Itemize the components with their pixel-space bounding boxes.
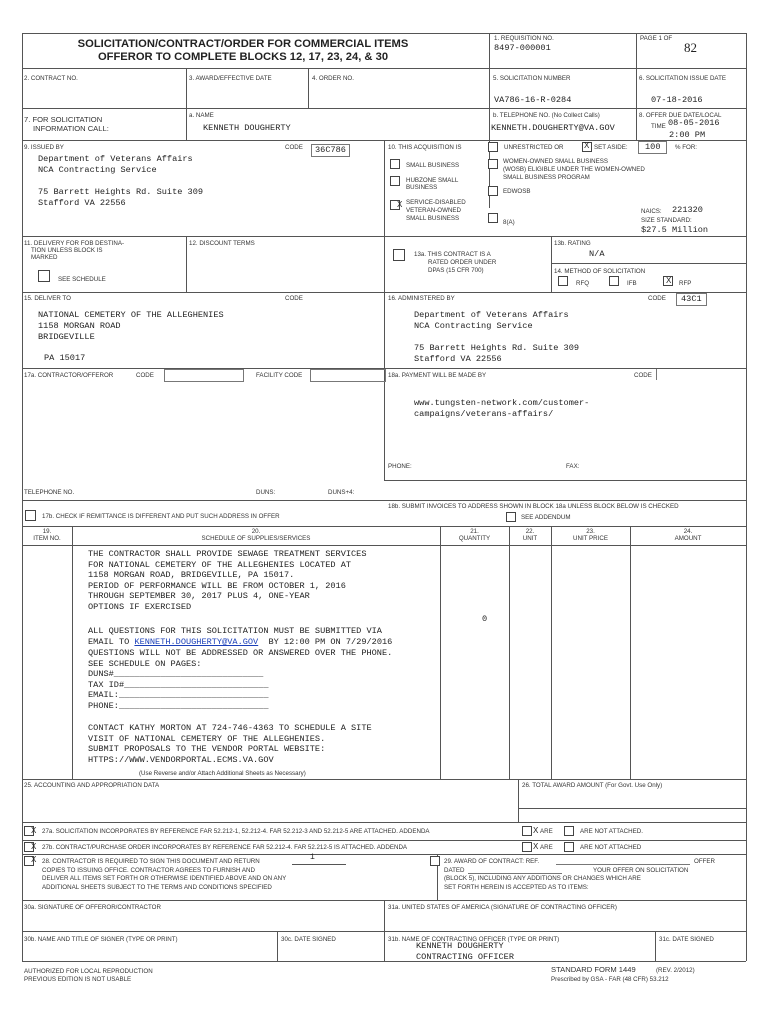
deliver-to-line-1: NATIONAL CEMETERY OF THE ALLEGHENIES bbox=[38, 310, 224, 320]
col-22-header: UNIT bbox=[522, 535, 538, 542]
offer-due-date: 08-05-2016 bbox=[668, 118, 720, 128]
rule bbox=[186, 68, 187, 108]
rated-order-label: 13a. THIS CONTRACT IS A bbox=[414, 251, 491, 258]
rule bbox=[636, 33, 637, 68]
rule bbox=[440, 526, 441, 779]
deliver-to-line-4: PA 15017 bbox=[44, 353, 86, 363]
discount-terms-label: 12. DISCOUNT TERMS bbox=[189, 240, 255, 247]
remittance-label: 17b. CHECK IF REMITTANCE IS DIFFERENT AND PUT SUCH ADDRESS IN OFFER bbox=[42, 513, 280, 520]
29-offer: OFFER bbox=[694, 858, 715, 865]
officer-name-label: 31b. NAME OF CONTRACTING OFFICER (TYPE OR PRINT) bbox=[388, 936, 560, 943]
requisition-value: 8497-000001 bbox=[494, 43, 551, 53]
28-line-3: DELIVER ALL ITEMS SET FORTH OR OTHERWISE IDENTIFIED ABOVE AND ON ANY bbox=[42, 875, 287, 882]
ifb-checkbox[interactable] bbox=[609, 276, 619, 286]
27b-are-mark: X bbox=[533, 842, 539, 851]
28-line-1: 28. CONTRACTOR IS REQUIRED TO SIGN THIS DOCUMENT AND RETURN bbox=[42, 858, 260, 865]
28-line-2: COPIES TO ISSUING OFFICE. CONTRACTOR AGREES TO FURNISH AND bbox=[42, 867, 255, 874]
rule bbox=[551, 263, 746, 264]
schedule-description-2: QUESTIONS WILL NOT BE ADDRESSED OR ANSWERED OVER THE PHONE. SEE SCHEDULE ON PAGES: DUNS#_____________________________ TAX ID#____________________________ EMAIL:_____________________________ PHONE:_____________________________ bbox=[88, 648, 393, 711]
footer-form-name: STANDARD FORM 1449 bbox=[551, 965, 636, 974]
method-label: 14. METHOD OF SOLICITATION bbox=[554, 268, 646, 275]
administered-line-1: Department of Veterans Affairs bbox=[414, 310, 569, 320]
see-addendum-checkbox[interactable] bbox=[506, 512, 516, 522]
contract-no-label: 2. CONTRACT NO. bbox=[24, 75, 78, 82]
see-schedule-checkbox[interactable] bbox=[38, 270, 50, 282]
29-ref-field[interactable] bbox=[556, 864, 690, 865]
sdvosb-label-3: SMALL BUSINESS bbox=[406, 215, 460, 222]
signer-name-label: 30b. NAME AND TITLE OF SIGNER (TYPE OR PRINT) bbox=[24, 936, 178, 943]
rule bbox=[636, 68, 637, 140]
rating-value: N/A bbox=[589, 249, 605, 259]
issued-code-label: CODE bbox=[285, 144, 303, 151]
fax-label: FAX: bbox=[566, 463, 580, 470]
deliver-to-line-2: 1158 MORGAN ROAD bbox=[38, 321, 121, 331]
rule bbox=[630, 526, 631, 779]
27a-are-label: ARE bbox=[540, 828, 553, 835]
rule bbox=[22, 961, 746, 962]
rule bbox=[22, 526, 746, 527]
rfp-label: RFP bbox=[679, 280, 692, 287]
col-21-number: 21. bbox=[470, 528, 479, 535]
telephone-label: b. TELEPHONE NO. (No Collect Calls) bbox=[493, 112, 600, 119]
contractor-code-field[interactable] bbox=[164, 369, 244, 382]
sdvosb-label-2: VETERAN-OWNED bbox=[406, 207, 462, 214]
questions-email-line bbox=[88, 637, 392, 648]
telephone-no-label: TELEPHONE NO. bbox=[24, 489, 75, 496]
27a-mark: X bbox=[31, 826, 37, 835]
rule bbox=[489, 33, 490, 68]
issued-line-4: Stafford VA 22556 bbox=[38, 198, 126, 208]
administered-code-label: CODE bbox=[648, 295, 666, 302]
rule bbox=[277, 931, 278, 961]
accounting-label: 25. ACCOUNTING AND APPROPRIATION DATA bbox=[24, 782, 160, 789]
page-count: 82 bbox=[684, 40, 697, 55]
wosb-label-2: (WOSB) ELIGIBLE UNDER THE WOMEN-OWNED bbox=[503, 166, 645, 173]
27a-not-attached-checkbox[interactable] bbox=[564, 826, 574, 836]
small-business-label: SMALL BUSINESS bbox=[406, 162, 460, 169]
29-dated: DATED bbox=[444, 867, 465, 874]
28-mark: X bbox=[31, 855, 37, 864]
payment-line-2: campaigns/veterans-affairs/ bbox=[414, 409, 554, 419]
solicitation-number-value: VA786-16-R-0284 bbox=[494, 95, 572, 105]
rated-order-checkbox[interactable] bbox=[393, 249, 405, 261]
footer-revision: (REV. 2/2012) bbox=[656, 967, 695, 974]
27a-are-mark: X bbox=[533, 826, 539, 835]
hubzone-label: HUBZONE SMALL bbox=[406, 177, 459, 184]
rule bbox=[22, 500, 746, 501]
rule bbox=[22, 292, 746, 293]
edwosb-label: EDWOSB bbox=[503, 188, 531, 195]
ifb-label: IFB bbox=[627, 280, 637, 287]
rule bbox=[746, 33, 747, 961]
rule bbox=[22, 236, 746, 237]
8a-label: 8(A) bbox=[503, 219, 515, 226]
rule bbox=[551, 526, 552, 779]
payment-code-label: CODE bbox=[634, 372, 652, 379]
administered-by-label: 16. ADMINISTERED BY bbox=[388, 295, 455, 302]
hubzone-checkbox[interactable] bbox=[390, 176, 400, 186]
contracting-email-link[interactable]: KENNETH.DOUGHERTY@VA.GOV bbox=[134, 637, 259, 647]
rfq-label: RFQ bbox=[576, 280, 590, 287]
size-standard-value: $27.5 Million bbox=[641, 225, 709, 235]
reverse-note: (Use Reverse and/or Attach Additional Sheets as Necessary) bbox=[139, 770, 306, 777]
29-line-1: 29. AWARD OF CONTRACT: REF. bbox=[444, 858, 540, 865]
28-copies-value: 1 bbox=[292, 853, 346, 865]
wosb-label: WOMEN-OWNED SMALL BUSINESS bbox=[503, 158, 608, 165]
duns4-label: DUNS+4: bbox=[328, 489, 355, 496]
27b-not-attached-checkbox[interactable] bbox=[564, 842, 574, 852]
delivery-label-3: MARKED bbox=[31, 254, 58, 261]
deliver-to-code-label: CODE bbox=[285, 295, 303, 302]
col-24-number: 24. bbox=[683, 528, 693, 535]
rfq-checkbox[interactable] bbox=[558, 276, 568, 286]
8a-checkbox[interactable] bbox=[488, 213, 498, 223]
remittance-checkbox[interactable] bbox=[25, 510, 36, 521]
27b-mark: X bbox=[31, 842, 37, 851]
contractor-code-label: CODE bbox=[136, 372, 154, 379]
schedule-description-3: CONTACT KATHY MORTON AT 724-746-4363 TO SCHEDULE A SITE VISIT OF NATIONAL CEMETERY OF THE ALLEGHENIES. SUBMIT PROPOSALS TO THE VENDOR PORTAL WEBSITE: HTTPS://WWW.VENDORPORTAL.ECMS.VA.GOV bbox=[88, 723, 372, 765]
questions-line: ALL QUESTIONS FOR THIS SOLICITATION MUST BE SUBMITTED VIA bbox=[88, 626, 382, 636]
col-22-number: 22. bbox=[525, 528, 535, 535]
set-aside-percent: 100 bbox=[638, 141, 667, 154]
form-subtitle: OFFEROR TO COMPLETE BLOCKS 12, 17, 23, 24, & 30 bbox=[97, 51, 389, 63]
27b-label: 27b. CONTRACT/PURCHASE ORDER INCORPORATES BY REFERENCE FAR 52.212-4. FAR 52.212-5 IS ATTACHED. ADDENDA bbox=[42, 844, 408, 851]
solicitation-info-label: 7. FOR SOLICITATION bbox=[24, 115, 103, 124]
percent-for-label: % FOR: bbox=[675, 144, 698, 151]
unrestricted-label: UNRESTRICTED OR bbox=[504, 144, 564, 151]
27a-not-attached-label: ARE NOT ATTACHED. bbox=[580, 828, 643, 835]
issued-line-3: 75 Barrett Heights Rd. Suite 309 bbox=[38, 187, 204, 197]
acquisition-label: 10. THIS ACQUISITION IS bbox=[388, 144, 462, 151]
facility-code-label: FACILITY CODE bbox=[256, 372, 303, 379]
col-24-header: AMOUNT bbox=[674, 535, 702, 542]
col-20-number: 20. bbox=[251, 528, 261, 535]
set-aside-mark: X bbox=[584, 141, 590, 150]
submit-invoices-label: 18b. SUBMIT INVOICES TO ADDRESS SHOWN IN BLOCK 18a UNLESS BLOCK BELOW IS CHECKED bbox=[388, 503, 679, 510]
phone-label: PHONE: bbox=[388, 463, 412, 470]
signature-offeror-label: 30a. SIGNATURE OF OFFEROR/CONTRACTOR bbox=[24, 904, 161, 911]
total-award-label: 26. TOTAL AWARD AMOUNT (For Govt. Use Only) bbox=[522, 782, 663, 789]
rule bbox=[186, 108, 187, 140]
rule bbox=[22, 33, 746, 34]
issue-date-label: 6. SOLICITATION ISSUE DATE bbox=[639, 75, 726, 82]
duns-label: DUNS: bbox=[256, 489, 276, 496]
issued-code-value: 36C786 bbox=[311, 144, 350, 157]
rating-label: 13b. RATING bbox=[554, 240, 591, 247]
sdvosb-label: SERVICE-DISABLED bbox=[406, 199, 466, 206]
quantity-value: 0 bbox=[482, 614, 488, 624]
total-award-field[interactable] bbox=[518, 808, 746, 823]
questions-email-prefix: EMAIL TO bbox=[88, 637, 135, 647]
rule bbox=[655, 931, 656, 961]
solicitation-info-label-2: INFORMATION CALL: bbox=[33, 124, 109, 133]
time-label: TIME bbox=[651, 123, 666, 130]
rule bbox=[186, 236, 187, 292]
requisition-label: 1. REQUISITION NO. bbox=[494, 35, 554, 42]
officer-title: CONTRACTING OFFICER bbox=[416, 952, 514, 962]
administered-code-value: 43C1 bbox=[676, 293, 707, 306]
hubzone-label-2: BUSINESS bbox=[406, 184, 438, 191]
naics-value: 221320 bbox=[672, 205, 703, 215]
contact-name: KENNETH DOUGHERTY bbox=[203, 123, 291, 133]
rule bbox=[22, 840, 746, 841]
size-standard-label: SIZE STANDARD: bbox=[641, 217, 692, 224]
wosb-label-3: SMALL BUSINESS PROGRAM bbox=[503, 174, 590, 181]
delivery-label-2: TION UNLESS BLOCK IS bbox=[31, 247, 103, 254]
footer-prescribed: Prescribed by GSA - FAR (48 CFR) 53.212 bbox=[551, 976, 669, 983]
questions-deadline: BY 12:00 PM ON 7/29/2016 bbox=[258, 637, 393, 647]
see-schedule-label: SEE SCHEDULE bbox=[58, 276, 106, 283]
schedule-description-1: THE CONTRACTOR SHALL PROVIDE SEWAGE TREATMENT SERVICES FOR NATIONAL CEMETERY OF THE ALLEGHENIES LOCATED AT 1158 MORGAN ROAD, BRIDGEVILLE, PA 15017. PERIOD OF PERFORMANCE WILL BE FROM OCTOBER 1, 2016 THROUGH SEPTEMBER 30, 2017 PLUS 4, ONE-YEAR OPTIONS IF EXERCISED bbox=[88, 549, 367, 612]
delivery-label: 11. DELIVERY FOR FOB DESTINA- bbox=[24, 240, 125, 247]
form-title: SOLICITATION/CONTRACT/ORDER FOR COMMERCIAL ITEMS bbox=[77, 38, 409, 50]
order-no-label: 4. ORDER NO. bbox=[312, 75, 354, 82]
payment-line-1: www.tungsten-network.com/customer- bbox=[414, 398, 590, 408]
29-line-2: YOUR OFFER ON SOLICITATION bbox=[593, 867, 689, 874]
issue-date-value: 07-18-2016 bbox=[651, 95, 703, 105]
issued-line-2: NCA Contracting Service bbox=[38, 165, 157, 175]
officer-date-signed-label: 31c. DATE SIGNED bbox=[659, 936, 714, 943]
offer-due-label: 8. OFFER DUE DATE/LOCAL bbox=[639, 112, 722, 119]
rule bbox=[22, 68, 746, 69]
administered-line-4: Stafford VA 22556 bbox=[414, 354, 502, 364]
rule bbox=[22, 854, 746, 855]
rated-order-label-3: DPAS (15 CFR 700) bbox=[428, 267, 484, 274]
27b-not-attached-label: ARE NOT ATTACHED bbox=[580, 844, 642, 851]
col-23-number: 23. bbox=[586, 528, 595, 535]
offeror-date-signed-label: 30c. DATE SIGNED bbox=[281, 936, 336, 943]
29-line-4: SET FORTH HEREIN IS ACCEPTED AS TO ITEMS: bbox=[444, 884, 589, 891]
col-20-header: SCHEDULE OF SUPPLIES/SERVICES bbox=[201, 535, 311, 542]
29-checkbox[interactable] bbox=[430, 856, 440, 866]
deliver-to-label: 15. DELIVER TO bbox=[24, 295, 71, 302]
unrestricted-checkbox[interactable] bbox=[488, 142, 498, 152]
officer-name: KENNETH DOUGHERTY bbox=[416, 941, 504, 951]
rule bbox=[22, 545, 746, 546]
signature-officer-label: 31a. UNITED STATES OF AMERICA (SIGNATURE OF CONTRACTING OFFICER) bbox=[388, 904, 617, 911]
rule bbox=[551, 236, 552, 292]
27a-label: 27a. SOLICITATION INCORPORATES BY REFERENCE FAR 52.212-1, 52.212-4. FAR 52.212-3 AND 52.212-5 ARE ATTACHED. ADDENDA bbox=[42, 828, 430, 835]
rule bbox=[308, 68, 309, 108]
rule bbox=[22, 108, 746, 109]
27a-are-checkbox[interactable] bbox=[522, 826, 532, 836]
name-label: a. NAME bbox=[189, 112, 214, 119]
28-line-4: ADDITIONAL SHEETS SUBJECT TO THE TERMS AND CONDITIONS SPECIFIED bbox=[42, 884, 272, 891]
col-21-header: QUANTITY bbox=[458, 535, 491, 542]
issued-line-1: Department of Veterans Affairs bbox=[38, 154, 193, 164]
29-dated-field[interactable] bbox=[468, 873, 562, 874]
administered-line-3: 75 Barrett Heights Rd. Suite 309 bbox=[414, 343, 580, 353]
issued-by-label: 9. ISSUED BY bbox=[24, 144, 64, 151]
27b-are-checkbox[interactable] bbox=[522, 842, 532, 852]
rule bbox=[72, 526, 73, 779]
contact-email: KENNETH.DOUGHERTY@VA.GOV bbox=[491, 123, 615, 133]
rated-order-label-2: RATED ORDER UNDER bbox=[428, 259, 497, 266]
offer-due-time: 2:00 PM bbox=[669, 130, 706, 140]
col-19-number: 19. bbox=[42, 528, 52, 535]
see-addendum-label: SEE ADDENDUM bbox=[521, 514, 571, 521]
29-line-3: (BLOCK 5), INCLUDING ANY ADDITIONS OR CHANGES WHICH ARE bbox=[444, 875, 641, 882]
rule bbox=[509, 526, 510, 779]
footer-reproduction: AUTHORIZED FOR LOCAL REPRODUCTION bbox=[24, 968, 153, 975]
edwosb-checkbox[interactable] bbox=[488, 186, 498, 196]
col-19-header: ITEM NO. bbox=[33, 535, 61, 542]
solicitation-number-label: 5. SOLICITATION NUMBER bbox=[493, 75, 571, 82]
col-23-header: UNIT PRICE bbox=[573, 535, 608, 542]
rule bbox=[384, 140, 385, 480]
small-business-checkbox[interactable] bbox=[390, 159, 400, 169]
wosb-checkbox[interactable] bbox=[488, 159, 498, 169]
deliver-to-line-3: BRIDGEVILLE bbox=[38, 332, 95, 342]
sdvosb-mark: X bbox=[397, 200, 403, 209]
set-aside-label: SET ASIDE: bbox=[594, 144, 628, 151]
administered-line-2: NCA Contracting Service bbox=[414, 321, 533, 331]
27b-are-label: ARE bbox=[540, 844, 553, 851]
award-date-label: 3. AWARD/EFFECTIVE DATE bbox=[189, 75, 272, 82]
facility-code-field[interactable] bbox=[310, 369, 386, 382]
page-label: PAGE 1 OF bbox=[640, 35, 673, 42]
rule bbox=[22, 931, 746, 932]
rule bbox=[22, 779, 746, 780]
contractor-label: 17a. CONTRACTOR/OFFEROR bbox=[24, 372, 114, 379]
footer-previous-edition: PREVIOUS EDITION IS NOT USABLE bbox=[24, 976, 132, 983]
payment-label: 18a. PAYMENT WILL BE MADE BY bbox=[388, 372, 487, 379]
rfp-mark: X bbox=[666, 276, 672, 285]
naics-label: NAICS: bbox=[641, 208, 662, 215]
